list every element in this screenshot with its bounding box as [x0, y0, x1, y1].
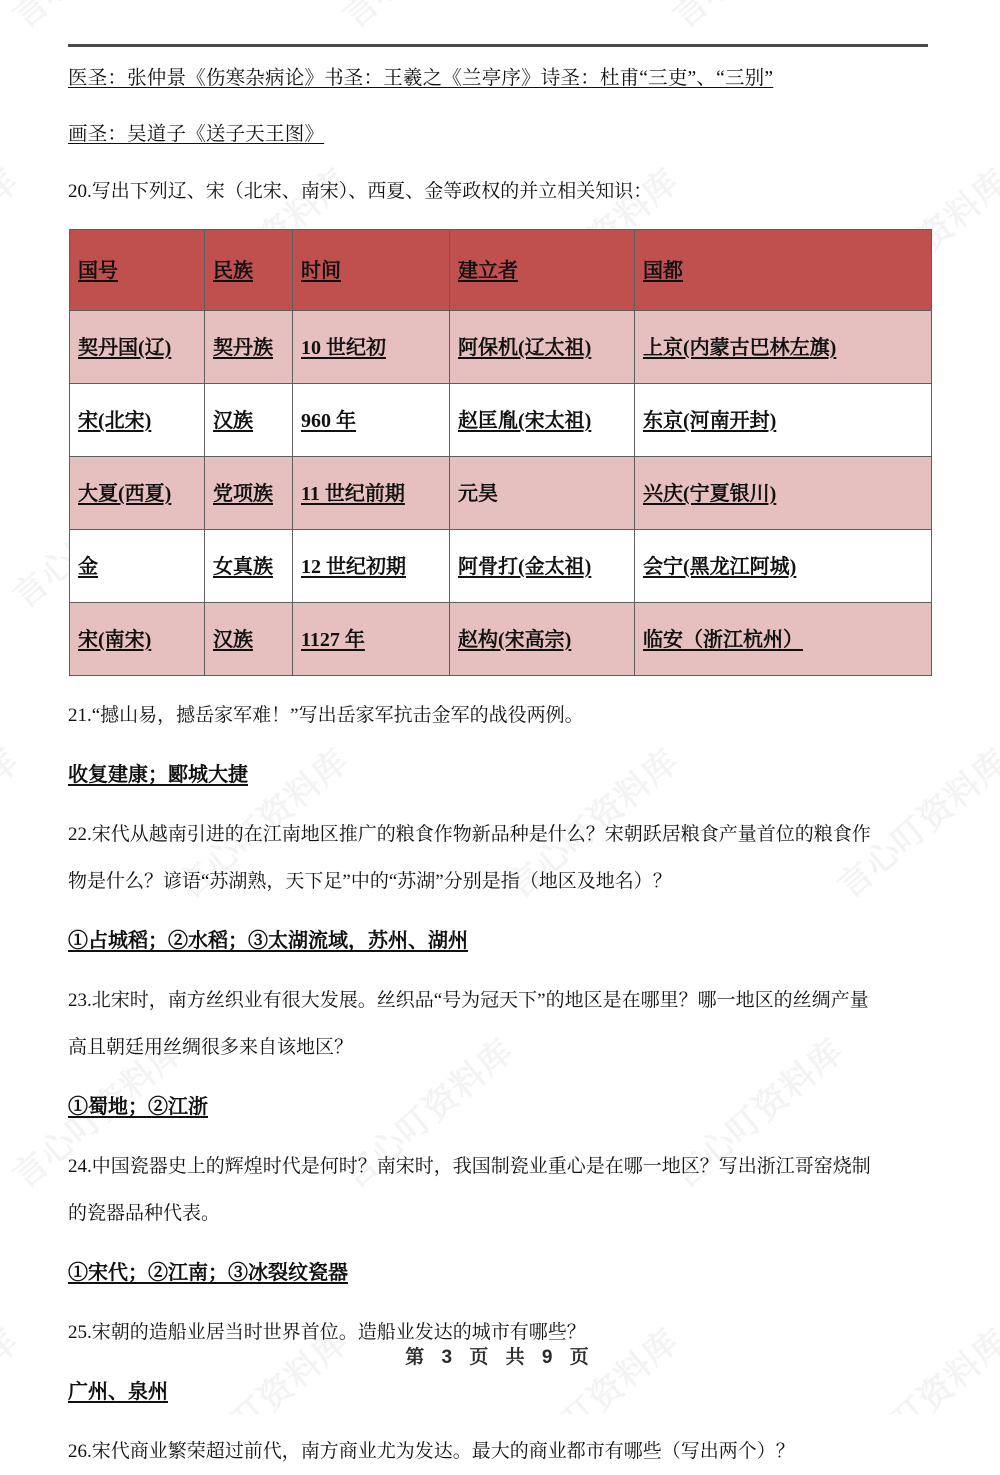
answer-21-text: 收复建康；郾城大捷	[68, 764, 248, 786]
table-cell-text: 兴庆(宁夏银川)	[643, 483, 777, 505]
answer-23	[68, 1081, 932, 1133]
question-22-line-1: 22.宋代从越南引进的在江南地区推广的粮食作物新品种是什么？宋朝跃居粮食产量首位的粮食作	[68, 824, 871, 845]
table-header-label: 建立者	[458, 260, 518, 282]
table-cell-text: 契丹国(辽)	[78, 337, 172, 359]
table-cell	[293, 530, 450, 603]
table-cell-text: 宋(北宋)	[78, 410, 152, 432]
table-cell-text: 上京(内蒙古巴林左旗)	[643, 337, 837, 359]
table-cell	[293, 384, 450, 457]
table-cell-text: 11 世纪前期	[301, 483, 405, 505]
table-row	[70, 384, 932, 457]
table-header-cell	[70, 230, 205, 311]
table-cell-text: 元昊	[458, 483, 498, 505]
answer-23-text: ①蜀地；②江浙	[68, 1096, 208, 1118]
table-cell	[635, 603, 932, 676]
table-cell	[293, 457, 450, 530]
answer-25	[68, 1366, 932, 1418]
table-header-cell	[293, 230, 450, 311]
table-cell	[205, 530, 293, 603]
table-cell-text: 金	[78, 556, 98, 578]
table-cell	[293, 311, 450, 384]
table-cell-text: 阿保机(辽太祖)	[458, 337, 592, 359]
question-23-line-1: 23.北宋时，南方丝织业有很大发展。丝织品“号为冠天下”的地区是在哪里？哪一地区的丝绸产量	[68, 990, 869, 1011]
question-24-line-2: 的瓷器品种代表。	[68, 1203, 221, 1224]
table-cell-text: 汉族	[213, 410, 253, 432]
heading-line-1	[68, 56, 932, 102]
table-cell	[450, 384, 635, 457]
table-header-label: 民族	[213, 260, 253, 282]
table-header-row	[70, 230, 932, 311]
table-cell-text: 契丹族	[213, 337, 273, 359]
top-horizontal-rule	[68, 44, 928, 47]
question-21: 21.“撼山易，撼岳家军难！”写出岳家军抗击金军的战役两例。	[68, 705, 584, 726]
table-header-cell	[450, 230, 635, 311]
answer-25-text: 广州、泉州	[68, 1381, 168, 1403]
table-cell-text: 宋(南宋)	[78, 629, 152, 651]
table-cell	[70, 530, 205, 603]
question-25: 25.宋朝的造船业居当时世界首位。造船业发达的城市有哪些？	[68, 1322, 586, 1343]
document-content	[68, 56, 932, 1475]
regimes-table	[69, 229, 932, 676]
heading-line-2-text: 画圣：吴道子《送子天王图》	[68, 124, 325, 145]
table-header-label: 国都	[643, 260, 683, 282]
table-cell	[293, 603, 450, 676]
table-cell-text: 1127 年	[301, 629, 365, 651]
table-cell-text: 汉族	[213, 629, 253, 651]
question-24-line-1: 24.中国瓷器史上的辉煌时代是何时？南宋时，我国制瓷业重心是在哪一地区？写出浙江哥窑烧制	[68, 1156, 871, 1177]
question-23-line-2: 高且朝廷用丝绸很多来自该地区？	[68, 1037, 354, 1058]
table-cell-text: 临安（浙江杭州）	[643, 629, 803, 651]
page-footer: 第 3 页 共 9 页	[405, 1347, 595, 1368]
table-cell-text: 赵匡胤(宋太祖)	[458, 410, 592, 432]
question-22-line-2: 物是什么？谚语“苏湖熟，天下足”中的“苏湖”分别是指（地区及地名）？	[68, 871, 672, 892]
table-header-label: 时间	[301, 260, 341, 282]
table-cell	[70, 311, 205, 384]
table-cell	[450, 311, 635, 384]
table-row	[70, 603, 932, 676]
table-row	[70, 311, 932, 384]
answer-24	[68, 1247, 932, 1299]
table-cell	[450, 530, 635, 603]
table-cell	[635, 311, 932, 384]
table-cell-text: 党项族	[213, 483, 273, 505]
table-row	[70, 530, 932, 603]
table-cell	[205, 384, 293, 457]
table-cell-text: 会宁(黑龙江阿城)	[643, 556, 797, 578]
answer-21	[68, 749, 932, 801]
table-cell	[635, 384, 932, 457]
table-row	[70, 457, 932, 530]
answer-22-text: ①占城稻；②水稻；③太湖流域，苏州、湖州	[68, 930, 468, 952]
heading-line-1-text: 医圣：张仲景《伤寒杂病论》书圣：王羲之《兰亭序》诗圣：杜甫“三吏”、“三别”	[68, 68, 774, 89]
table-cell	[70, 384, 205, 457]
table-cell	[205, 603, 293, 676]
table-cell	[70, 457, 205, 530]
table-cell	[450, 457, 635, 530]
table-cell-text: 赵构(宋高宗)	[458, 629, 572, 651]
table-cell	[635, 530, 932, 603]
table-header-cell	[205, 230, 293, 311]
table-cell-text: 大夏(西夏)	[78, 483, 172, 505]
question-26: 26.宋代商业繁荣超过前代，南方商业尤为发达。最大的商业都市有哪些（写出两个）？	[68, 1441, 795, 1462]
table-cell-text: 10 世纪初	[301, 337, 386, 359]
question-20: 20.写出下列辽、宋（北宋、南宋）、西夏、金等政权的并立相关知识：	[68, 181, 653, 202]
table-cell-text: 960 年	[301, 410, 356, 432]
answer-24-text: ①宋代；②江南；③冰裂纹瓷器	[68, 1262, 348, 1284]
table-header-cell	[635, 230, 932, 311]
table-cell-text: 女真族	[213, 556, 273, 578]
table-cell	[450, 603, 635, 676]
table-cell	[635, 457, 932, 530]
answer-22	[68, 915, 932, 967]
table-cell	[70, 603, 205, 676]
heading-line-2	[68, 112, 932, 158]
table-cell	[205, 311, 293, 384]
table-cell	[205, 457, 293, 530]
table-cell-text: 12 世纪初期	[301, 556, 406, 578]
table-cell-text: 东京(河南开封)	[643, 410, 777, 432]
table-cell-text: 阿骨打(金太祖)	[458, 556, 592, 578]
table-header-label: 国号	[78, 260, 118, 282]
